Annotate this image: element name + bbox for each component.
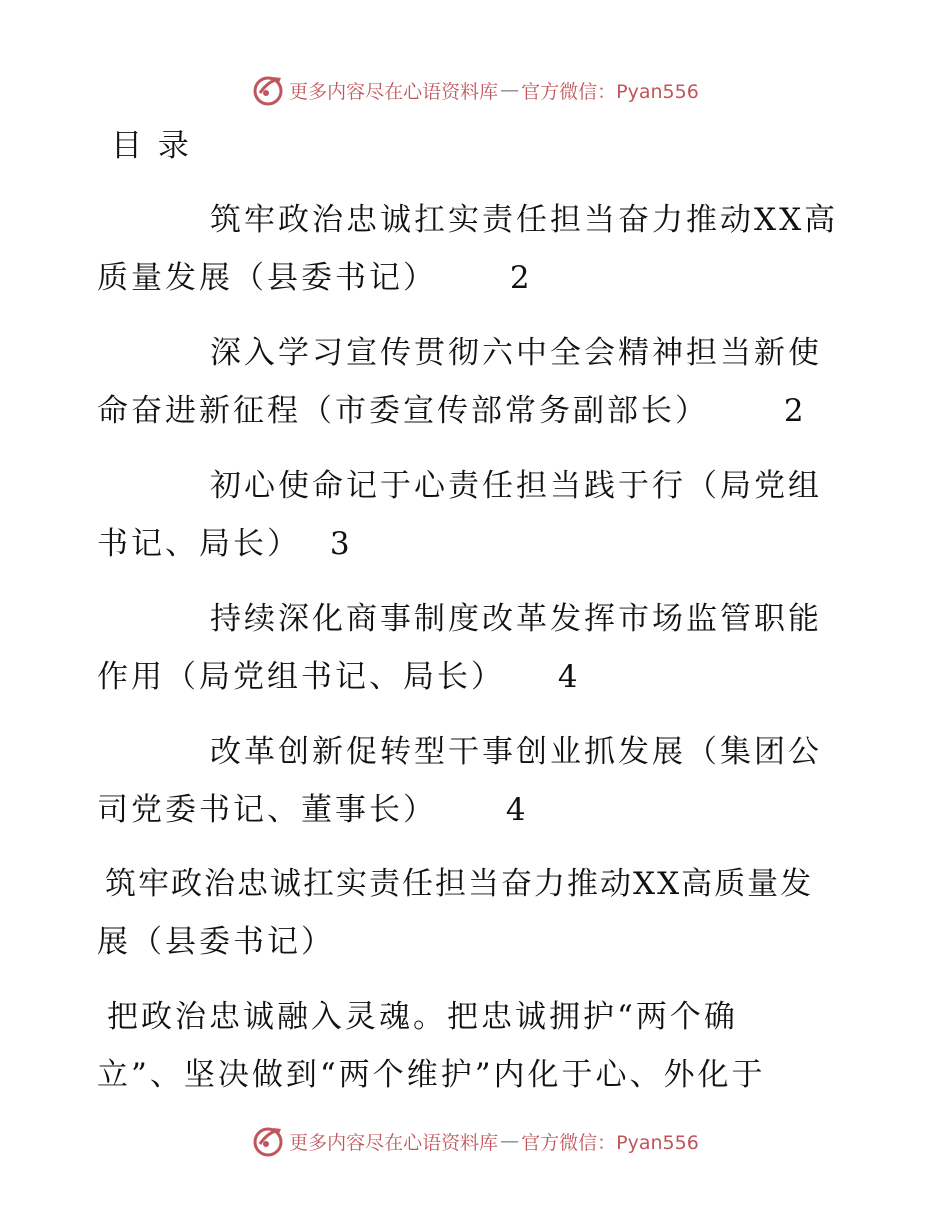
banner-separator: — xyxy=(500,1130,520,1152)
banner-wechat: 官方微信：Pyan556 xyxy=(521,80,699,103)
toc-entry-1-title-end: 质量发展（县委书记） xyxy=(97,260,437,296)
toc-heading: 目 录 xyxy=(111,128,192,164)
toc-entry-2-title-end: 命奋进新征程（市委宣传部常务副部长） xyxy=(97,393,709,429)
toc-entry-5-page: 4 xyxy=(505,792,529,828)
banner-text: 更多内容尽在心语资料库 xyxy=(289,80,499,103)
toc-entry-5-line1[interactable]: 改革创新促转型干事创业抓发展（集团公 xyxy=(210,734,822,770)
toc-entry-4-line1[interactable]: 持续深化商事制度改革发挥市场监管职能 xyxy=(210,601,822,637)
logo-icon xyxy=(251,1124,285,1158)
article-body-line1: 把政治忠诚融入灵魂。把忠诚拥护“两个确 xyxy=(107,999,738,1035)
article-body-line2: 立”、坚决做到“两个维护”内化于心、外化于 xyxy=(97,1057,766,1093)
article-title-line1: 筑牢政治忠诚扛实责任担当奋力推动XX高质量发 xyxy=(105,866,814,902)
toc-entry-3-line2[interactable] xyxy=(97,524,353,564)
article-title-line2: 展（县委书记） xyxy=(97,924,335,960)
toc-entry-5-line2[interactable] xyxy=(97,790,529,830)
toc-entry-2-line2[interactable] xyxy=(97,391,807,431)
banner-separator: — xyxy=(500,79,520,101)
toc-entry-3-line1[interactable]: 初心使命记于心责任担当践于行（局党组 xyxy=(210,468,822,504)
toc-entry-4-line2[interactable] xyxy=(97,657,581,697)
banner-text: 更多内容尽在心语资料库 xyxy=(289,1131,499,1154)
toc-entry-1-line2[interactable] xyxy=(97,258,533,298)
logo-icon xyxy=(251,73,285,107)
footer-watermark xyxy=(0,1121,950,1161)
toc-entry-4-title-end: 作用（局党组书记、局长） xyxy=(97,659,505,695)
toc-entry-2-page: 2 xyxy=(783,393,807,429)
header-watermark xyxy=(0,70,950,110)
toc-entry-3-title-end: 书记、局长） xyxy=(97,526,301,562)
banner-wechat: 官方微信：Pyan556 xyxy=(521,1131,699,1154)
toc-entry-4-page: 4 xyxy=(557,659,581,695)
toc-entry-3-page: 3 xyxy=(329,526,353,562)
toc-entry-1-line1[interactable]: 筑牢政治忠诚扛实责任担当奋力推动XX高 xyxy=(210,202,839,238)
toc-entry-1-page: 2 xyxy=(509,260,533,296)
toc-entry-2-line1[interactable]: 深入学习宣传贯彻六中全会精神担当新使 xyxy=(210,335,822,371)
toc-entry-5-title-end: 司党委书记、董事长） xyxy=(97,792,437,828)
